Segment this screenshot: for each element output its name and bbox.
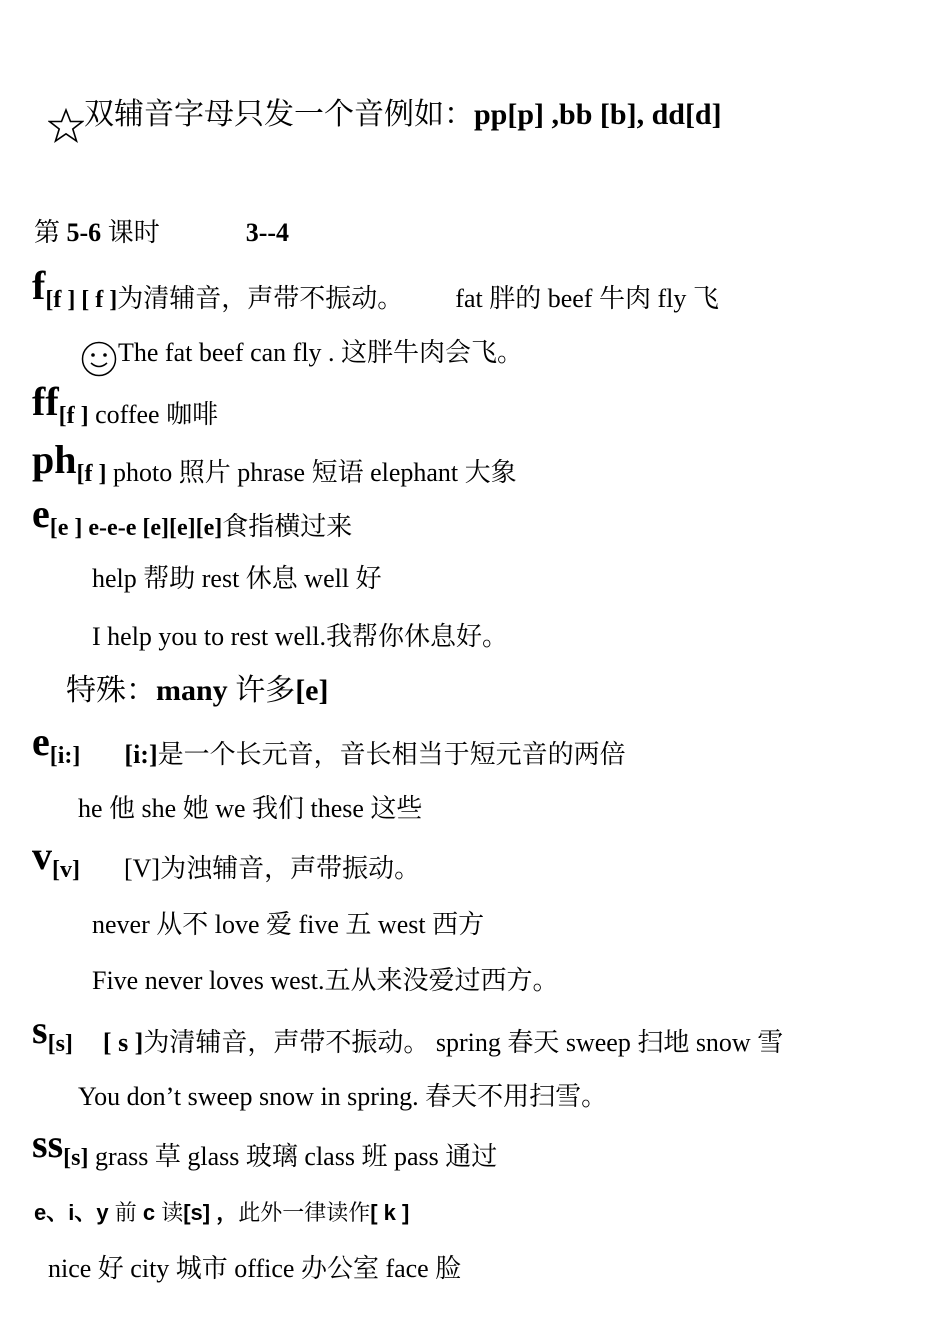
ph-words: photo 照片 phrase 短语 elephant 大象 <box>106 458 517 487</box>
v-words: never 从不 love 爱 five 五 west 西方 <box>92 910 485 939</box>
s-entry <box>32 1007 784 1057</box>
lesson-label-a: 第 <box>34 218 67 247</box>
c-rule-words: nice 好 city 城市 office 办公室 face 脸 <box>48 1254 462 1283</box>
ss-words: grass 草 glass 玻璃 class 班 pass 通过 <box>88 1142 498 1171</box>
ff-words: coffee 咖啡 <box>88 400 219 429</box>
e-long-phonetic-2: [i:] <box>124 740 158 769</box>
c-rule-k: [ k ] <box>370 1200 410 1225</box>
lesson-num: 5-6 <box>66 218 102 247</box>
c-rule-comma: ， <box>210 1200 239 1225</box>
e-long-desc: 是一个长元音，音长相当于短元音的两倍 <box>157 740 626 769</box>
c-rule-line <box>34 1202 409 1224</box>
e-short-sentence: I help you to rest well.我帮你休息好。 <box>92 622 508 651</box>
e-special-word: many <box>156 674 228 707</box>
tip-examples: pp[p] ,bb [b], dd[d] <box>474 98 722 131</box>
e-special-label: 特殊： <box>66 674 156 707</box>
c-rule-s: [s] <box>183 1200 211 1225</box>
f-entry <box>32 263 719 313</box>
ss-phonetic: [s] <box>63 1145 89 1171</box>
e-long-words: he 他 she 她 we 我们 these 这些 <box>78 794 423 823</box>
e-short-phonetic: [e ] e-e-e [e][e][e] <box>49 515 223 541</box>
e-short-letter: e <box>32 491 50 536</box>
f-sentence-line <box>80 336 523 374</box>
e-short-words: help 帮助 rest 休息 well 好 <box>92 564 382 593</box>
ff-entry <box>32 379 219 429</box>
tip-text: 双辅音字母只发一个音例如： <box>84 98 474 131</box>
c-rule-front: 前 <box>108 1200 143 1225</box>
e-long-letter: e <box>32 719 50 764</box>
e-short-desc: 食指横过来 <box>222 512 353 541</box>
v-phonetic-2: [V] <box>123 854 161 883</box>
lesson-line <box>34 220 289 246</box>
c-rule-read: 读 <box>155 1200 184 1225</box>
v-phonetic: [v] <box>52 857 80 883</box>
f-words: fat 胖的 beef 牛肉 fly 飞 <box>455 284 719 313</box>
v-entry <box>32 833 421 883</box>
ss-entry <box>32 1121 498 1171</box>
s-letter: s <box>32 1007 48 1052</box>
f-phonetic: [f ] [ f ] <box>45 287 118 313</box>
e-special-phonetic: [e] <box>295 674 329 707</box>
v-sentence: Five never loves west.五从来没爱过西方。 <box>92 966 559 995</box>
star-icon <box>48 108 84 144</box>
ph-phonetic: [f ] <box>76 461 107 487</box>
v-desc: 为浊辅音，声带振动。 <box>160 854 421 883</box>
lesson-label-b: 课时 <box>101 218 160 247</box>
ff-letter: ff <box>32 379 59 424</box>
c-rule-else: 此外一律读作 <box>238 1200 371 1225</box>
ss-letter: ss <box>32 1121 64 1166</box>
e-special-line <box>66 676 328 706</box>
tip-line <box>48 100 722 136</box>
f-desc: 为清辅音，声带不振动。 <box>117 284 404 313</box>
f-sentence: The fat beef can fly . 这胖牛肉会飞。 <box>118 337 524 367</box>
s-phonetic: [s] <box>47 1031 73 1057</box>
ff-phonetic: [f ] <box>58 403 89 429</box>
ph-entry <box>32 437 517 487</box>
smiley-icon <box>80 340 118 378</box>
e-long-entry <box>32 719 626 769</box>
e-short-entry <box>32 491 353 541</box>
s-phonetic-2: [ s ] <box>102 1028 144 1057</box>
ph-letter: ph <box>32 437 77 482</box>
v-letter: v <box>32 833 52 878</box>
f-letter: f <box>32 263 46 308</box>
c-rule-letters: e、i、y <box>34 1200 109 1225</box>
c-rule-c: c <box>142 1200 156 1225</box>
s-sentence: You don’t sweep snow in spring. 春天不用扫雪。 <box>78 1082 608 1111</box>
s-desc: 为清辅音，声带不振动。 spring 春天 sweep 扫地 snow 雪 <box>143 1028 784 1057</box>
e-long-phonetic: [i:] <box>49 743 81 769</box>
lesson-range: 3--4 <box>245 218 290 247</box>
e-special-text: 许多 <box>227 674 296 707</box>
